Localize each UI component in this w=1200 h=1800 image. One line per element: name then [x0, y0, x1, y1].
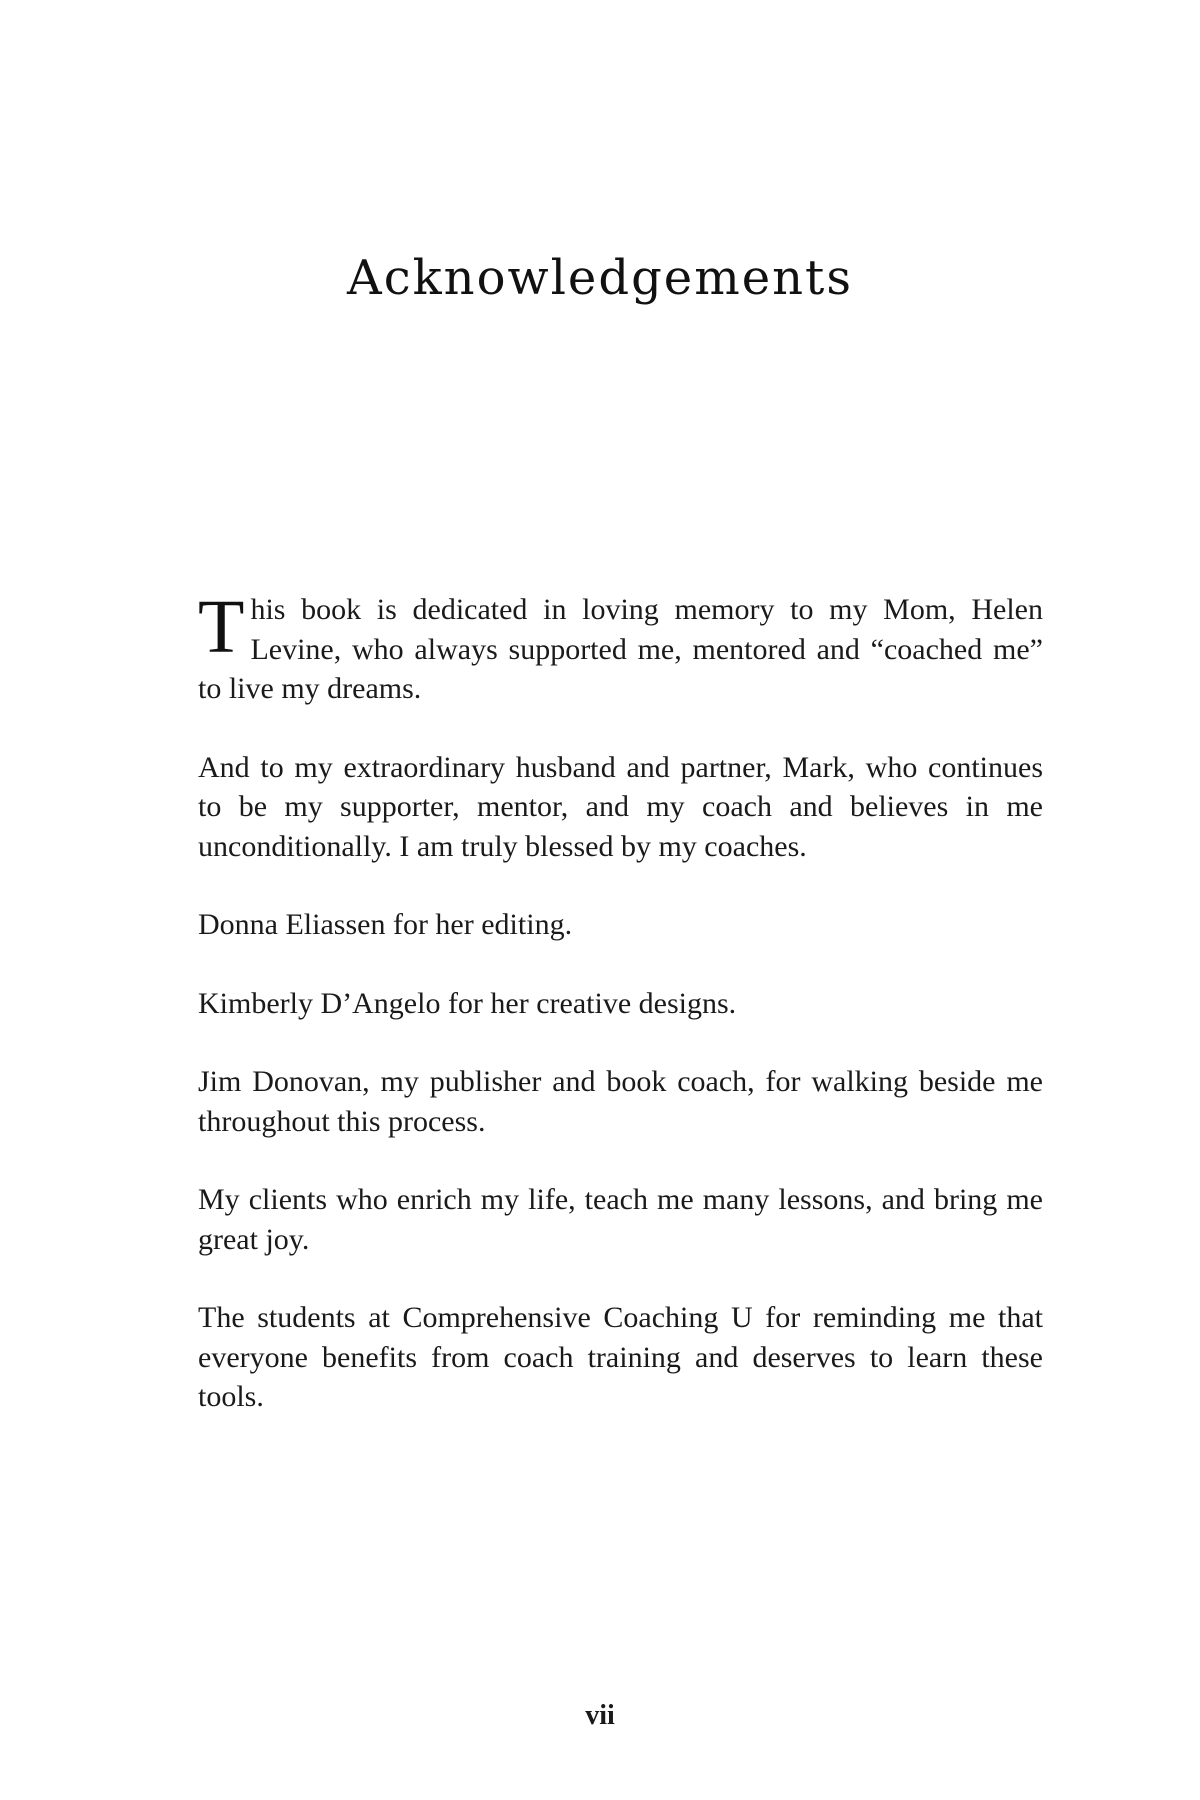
- clients-paragraph: My clients who enrich my life, teach me many lessons, and bring me great joy.: [198, 1183, 1043, 1256]
- students-paragraph: The students at Comprehensive Coaching U for reminding me that everyone benefits from coach training and deserves to learn these tools.: [198, 1301, 1043, 1413]
- designer-paragraph: Kimberly D’Angelo for her creative designs.: [198, 986, 737, 1020]
- publisher-paragraph: Jim Donovan, my publisher and book coach, for walking beside me throughout this process.: [198, 1065, 1043, 1138]
- page-number: vii: [585, 1700, 615, 1731]
- acknowledgements-body: [198, 585, 1043, 1456]
- husband-paragraph: And to my extraordinary husband and partner, Mark, who continues to be my supporter, mentor, and my coach and believes in me unconditionally. I am truly blessed by my coaches.: [198, 750, 1043, 863]
- dedication-text: his book is dedicated in loving memory to my Mom, Helen Levine, who always supported me, mentored and “coached me” to live my dreams.: [198, 593, 1043, 705]
- dedication-paragraph: [198, 585, 1043, 709]
- editor-paragraph: Donna Eliassen for her editing.: [198, 908, 573, 941]
- drop-cap: T: [198, 585, 245, 669]
- page-title: Acknowledgements: [347, 250, 853, 306]
